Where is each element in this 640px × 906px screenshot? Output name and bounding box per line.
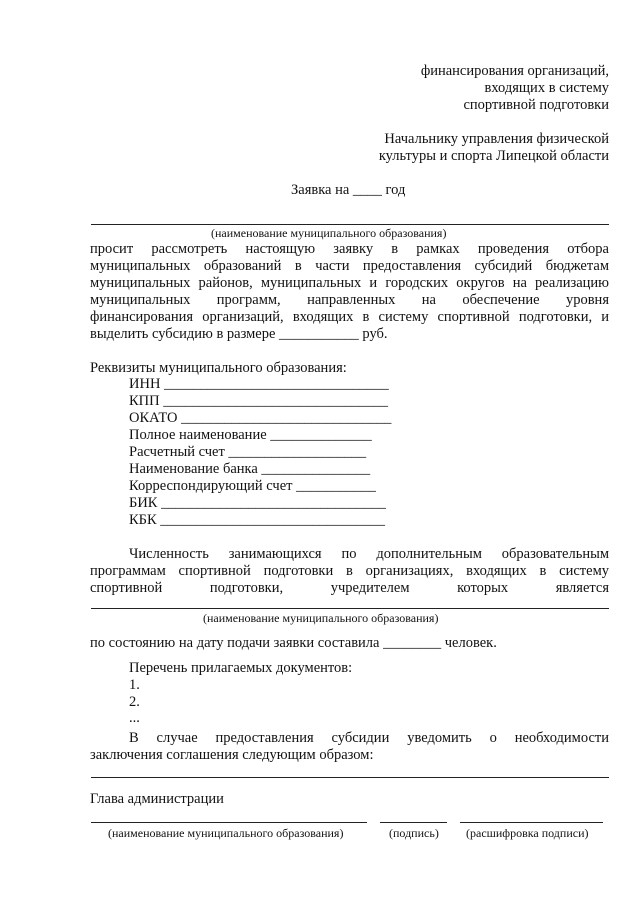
municipality-caption: (наименование муниципального образования) — [211, 226, 447, 240]
notification-method-line[interactable] — [91, 777, 609, 778]
bank-name-field: Наименование банка _______________ — [129, 461, 371, 477]
kbk-field: КБК _______________________________ — [129, 512, 386, 528]
request-line-2: муниципальных образований в части предоставления субсидий бюджетам — [90, 258, 609, 274]
signature-decoding-caption: (расшифровка подписи) — [466, 826, 589, 840]
signature-line[interactable] — [380, 822, 447, 823]
request-line-5: финансирования организаций, входящих в систему спортивной подготовки, и — [90, 309, 609, 325]
notice-line-2: заключения соглашения следующим образом: — [90, 747, 374, 763]
headcount-line-3: спортивной подготовки, учредителем которых является — [90, 580, 609, 596]
document-item-2: 2. — [129, 694, 140, 710]
kpp-field: КПП _______________________________ — [129, 393, 388, 409]
document-item-ellipsis: ... — [129, 710, 140, 726]
header-line-1: финансирования организаций, — [420, 63, 609, 79]
full-name-field: Полное наименование ______________ — [129, 427, 372, 443]
signature-municipality-line[interactable] — [91, 822, 367, 823]
headcount-line-1: Численность занимающихся по дополнительным образовательным — [129, 546, 609, 562]
header-line-3: спортивной подготовки — [463, 97, 609, 113]
signature-caption: (подпись) — [389, 826, 439, 840]
notice-line-1: В случае предоставления субсидии уведомить о необходимости — [129, 730, 609, 746]
corr-account-field: Корреспондирующий счет ___________ — [129, 478, 376, 494]
account-field: Расчетный счет ___________________ — [129, 444, 367, 460]
documents-heading: Перечень прилагаемых документов: — [129, 660, 353, 676]
addressee-line-2: культуры и спорта Липецкой области — [378, 148, 609, 164]
document-item-1: 1. — [129, 677, 140, 693]
bik-field: БИК _______________________________ — [129, 495, 386, 511]
signature-municipality-caption: (наименование муниципального образования) — [108, 826, 344, 840]
head-of-administration-label: Глава администрации — [90, 791, 224, 807]
municipality-name-line[interactable] — [91, 224, 609, 225]
headcount-line-2: программам спортивной подготовки в организациях, входящих в систему — [90, 563, 609, 579]
header-line-2: входящих в систему — [484, 80, 609, 96]
okato-field: ОКАТО _____________________________ — [129, 410, 392, 426]
application-title: Заявка на ____ год — [291, 182, 406, 198]
subsidy-amount-line: выделить субсидию в размере ___________ руб. — [90, 326, 388, 342]
founder-name-line[interactable] — [91, 608, 609, 609]
inn-field: ИНН _______________________________ — [129, 376, 389, 392]
request-line-1: просит рассмотреть настоящую заявку в рамках проведения отбора — [90, 241, 609, 257]
request-line-4: муниципальных программ, направленных на обеспечение уровня — [90, 292, 609, 308]
signature-decoding-line[interactable] — [460, 822, 603, 823]
addressee-line-1: Начальнику управления физической — [384, 131, 609, 147]
headcount-total-line: по состоянию на дату подачи заявки составила ________ человек. — [90, 635, 497, 651]
requisites-heading: Реквизиты муниципального образования: — [90, 360, 347, 376]
founder-caption: (наименование муниципального образования) — [203, 611, 439, 625]
request-line-3: муниципальных районов, муниципальных и городских округов на реализацию — [90, 275, 609, 291]
